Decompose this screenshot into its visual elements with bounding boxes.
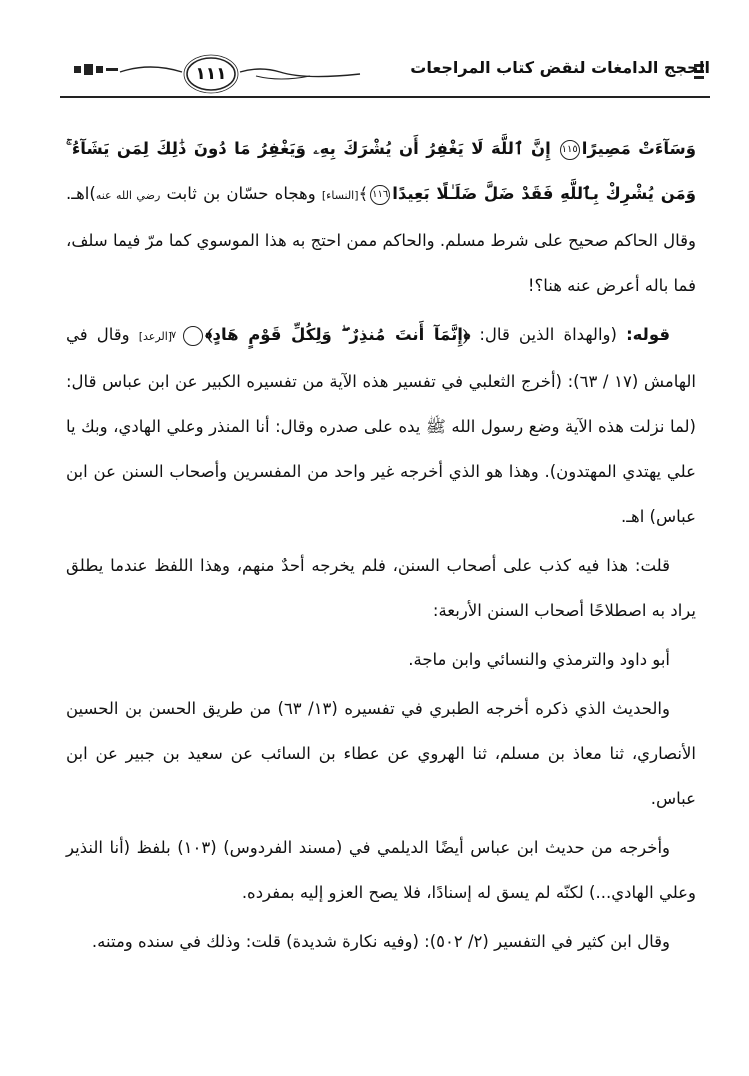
quran-verse: إِنَّ ٱللَّهَ لَا يَغْفِرُ أَن يُشْرَكَ بِهِۦ وَيَغْفِرُ مَا دُونَ ذَٰلِكَ لِمَن يَشَآءُ ۚ وَمَن يُشْرِكْ بِٱللَّهِ فَقَدْ ضَلَّ ضَلَـٰلًا بَعِيدًا xyxy=(66,139,697,203)
paragraph-2 xyxy=(66,312,696,539)
lead-word: قوله: xyxy=(626,325,671,344)
paragraph-4: أبو داود والترمذي والنسائي وابن ماجة. xyxy=(408,650,670,669)
page-number: ١١١ xyxy=(195,64,227,84)
surah-reference: [الرعد] xyxy=(138,330,173,343)
paragraph-3: قلت: هذا فيه كذب على أصحاب السنن، فلم يخرجه أحدٌ منهم، وهذا اللفظ عندما يطلق يراد به اصطلاحًا أصحاب السنن الأربعة: xyxy=(66,556,696,620)
paragraph-1: وَسَآءَتْ مَصِيرًا١١٥ إِنَّ ٱللَّهَ لَا يَغْفِرُ أَن يُشْرَكَ بِهِۦ وَيَغْفِرُ مَا دُونَ ذَٰلِكَ لِمَن يَشَآءُ ۚ وَمَن يُشْرِكْ بِٱللَّهِ فَقَدْ ضَلَّ ضَلَـٰلًا بَعِيدًا١١٦﴾[النساء] وهجاه حسّان بن ثابت رضي الله عنه)اهـ. وقال الحاكم صحيح على شرط مسلم. والحاكم ممن احتج به هذا الموسوي كما مرّ فيما سلف، فما باله أعرض عنه هنا؟! xyxy=(66,139,697,295)
paragraph-text: (والهداة الذين قال: xyxy=(479,325,617,344)
quran-verse: وَسَآءَتْ مَصِيرًا xyxy=(581,139,696,158)
surah-reference: [النساء] xyxy=(321,189,359,202)
page-header xyxy=(60,52,710,98)
paragraph-5: والحديث الذي ذكره أخرجه الطبري في تفسيره (١٣/ ٦٣) من طريق الحسن بن الحسين الأنصاري، ثنا معاذ بن مسلم، ثنا الهروي عن عطاء بن السائب عن سعيد بن جبير عن ابن عباس. xyxy=(66,699,696,808)
quran-verse: ﴿إِنَّمَآ أَنتَ مُنذِرٌ ۖ وَلِكُلِّ قَوْمٍ هَادٍ﴾ xyxy=(205,325,471,344)
paragraph-6: وأخرجه من حديث ابن عباس أيضًا الديلمي في (مسند الفردوس) (١٠٣) بلفظ (أنا النذير وعلي الهادي...) لكنّه لم يسق له إسنادًا، فلا يصح العزو إليه بمفرده. xyxy=(66,838,696,902)
book-title: الحجج الدامغات لنقض كتاب المراجعات xyxy=(410,58,710,77)
ayah-number-marker: ١١٦ xyxy=(370,185,390,205)
paragraph-7: وقال ابن كثير في التفسير (٢/ ٥٠٢): (وفيه نكارة شديدة) قلت: وذلك في سنده ومتنه. xyxy=(91,932,670,951)
paragraph-text: وهجاه حسّان بن ثابت xyxy=(166,184,316,203)
body-text xyxy=(66,126,696,968)
paragraph-text: وقال في الهامش (١٧ / ٦٣): (أخرج الثعلبي في تفسير هذه الآية من تفسيره الكبير عن ابن عباس قال: (لما نزلت هذه الآية وضع رسول الله ﷺ يده على صدره وقال: أنا المنذر وعلي الهادي، وبك يا علي يهتدي المهتدون). وهذا هو الذي أخرجه غير واحد من المفسرين وأصحاب السنن عن ابن عباس) اهـ. xyxy=(66,325,696,526)
paragraph-text: )اهـ. وقال الحاكم صحيح على شرط مسلم. والحاكم ممن احتج به هذا الموسوي كما مرّ فيما سلف، فما باله أعرض عنه هنا؟! xyxy=(66,184,696,295)
header-rule xyxy=(60,96,710,98)
ayah-number-marker: ١١٥ xyxy=(560,140,580,160)
honorific-symbol: رضي الله عنه xyxy=(95,189,161,202)
ayah-number-marker: ٧ xyxy=(183,326,203,346)
